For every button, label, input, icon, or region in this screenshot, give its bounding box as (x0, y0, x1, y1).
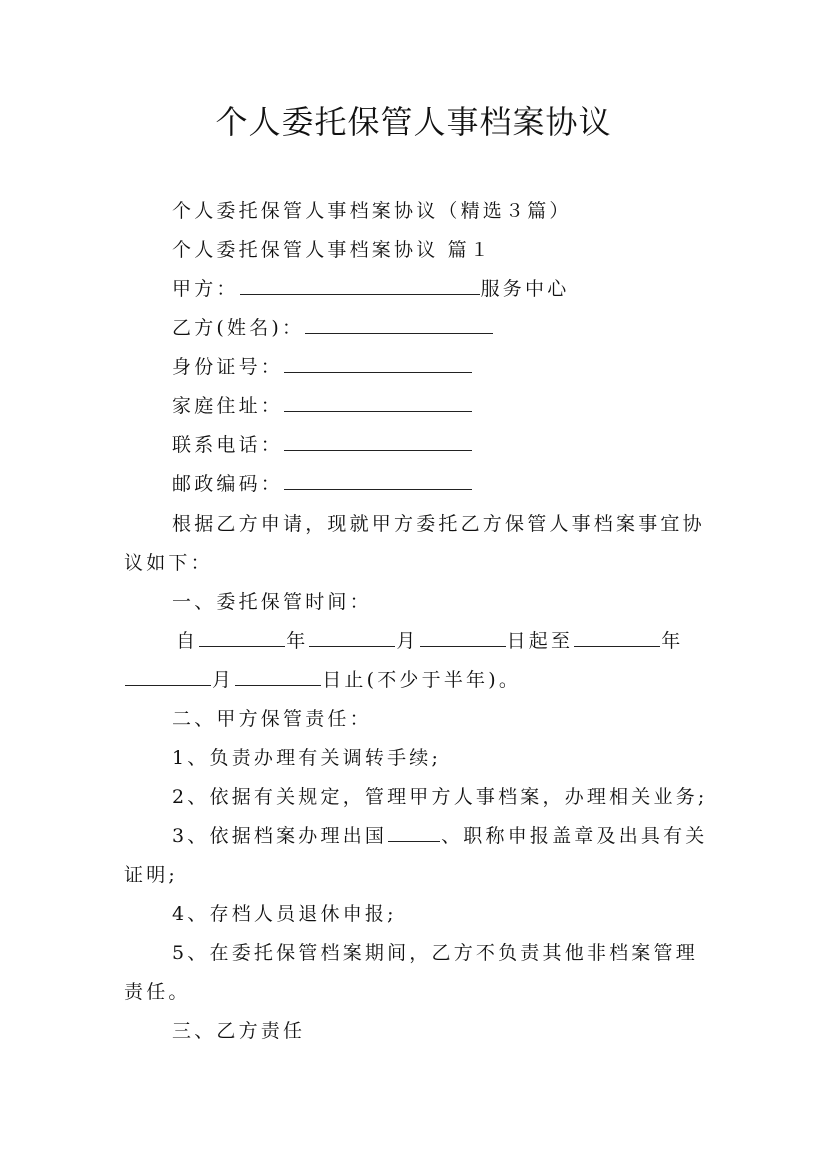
term-year2-cont-blank (125, 667, 211, 686)
postcode-label: 邮政编码： (172, 473, 284, 495)
address-blank (284, 393, 472, 412)
section-2-item-3 (124, 823, 714, 849)
term-day-to: 日止(不少于半年)。 (322, 669, 522, 691)
item-3-text-b: 、职称申报盖章及出具有关 (441, 825, 708, 847)
term-year2-blank (574, 628, 660, 647)
term-month-label: 月 (396, 630, 419, 652)
term-day2-blank (235, 667, 321, 686)
party-a-blank (240, 276, 480, 295)
term-from: 自 (176, 630, 199, 652)
term-line-1 (124, 628, 714, 654)
party-a-label: 甲方： (172, 278, 239, 300)
part-label: 个人委托保管人事档案协议 篇１ (172, 239, 493, 261)
address-line (124, 393, 714, 419)
term-month2-label: 月 (212, 669, 235, 691)
address-label: 家庭住址： (172, 395, 284, 417)
term-line-2 (124, 667, 714, 693)
intro-line: 个人委托保管人事档案协议（精选３篇） (172, 200, 572, 222)
section-1-heading: 一、委托保管时间： (172, 591, 372, 613)
section-2-item-2: 2、依据有关规定，管理甲方人事档案，办理相关业务; (172, 786, 708, 808)
section-2-item-5: 5、在委托保管档案期间，乙方不负责其他非档案管理 (172, 942, 698, 964)
party-a-line (124, 276, 714, 302)
party-b-line (124, 315, 714, 341)
section-2-item-3-cont: 证明; (124, 864, 179, 886)
document-title: 个人委托保管人事档案协议 (215, 103, 612, 141)
term-year-blank (199, 628, 285, 647)
term-month-blank (309, 628, 395, 647)
id-blank (284, 354, 472, 373)
preamble-line-1: 根据乙方申请，现就甲方委托乙方保管人事档案事宜协 (172, 513, 705, 535)
postcode-line (124, 471, 714, 497)
item-3-text-a: 3、依据档案办理出国 (172, 825, 388, 847)
item-3-blank (388, 823, 440, 842)
term-day-from: 日起至 (506, 630, 574, 652)
party-b-label: 乙方(姓名)： (172, 317, 305, 339)
term-year-label: 年 (286, 630, 309, 652)
party-a-suffix: 服务中心 (480, 278, 570, 300)
id-label: 身份证号： (172, 356, 284, 378)
section-2-item-5-cont: 责任。 (124, 981, 191, 1003)
term-day-blank (420, 628, 506, 647)
phone-blank (284, 432, 472, 451)
postcode-blank (284, 471, 472, 490)
section-2-item-4: 4、存档人员退休申报; (172, 903, 397, 925)
phone-label: 联系电话： (172, 434, 284, 456)
party-b-blank (305, 315, 493, 334)
term-year2-label: 年 (661, 630, 684, 652)
section-2-item-1: 1、负责办理有关调转手续; (172, 747, 442, 769)
id-line (124, 354, 714, 380)
phone-line (124, 432, 714, 458)
section-2-heading: 二、甲方保管责任： (172, 708, 372, 730)
section-3-heading: 三、乙方责任 (172, 1020, 306, 1042)
preamble-line-2: 议如下： (124, 552, 213, 574)
